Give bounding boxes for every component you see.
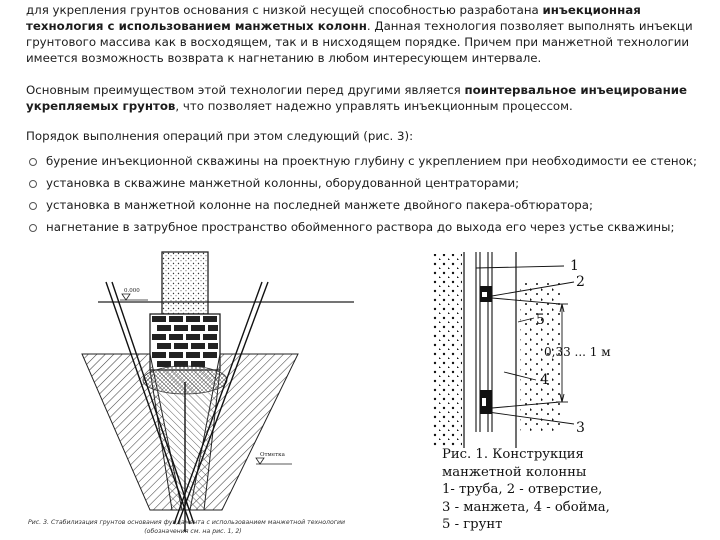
figure-3-caption-line-1: Рис. 3. Стабилизация грунтов основания фундамента с использованием манжетной технологии	[28, 519, 346, 526]
label-2: 2	[576, 274, 585, 290]
list-item	[26, 153, 718, 175]
list-item	[26, 197, 718, 219]
p1-text: для укрепления грунтов основания с низкой несущей способностью разработана	[26, 3, 543, 17]
paragraph-1-line-1	[26, 2, 716, 18]
paragraph-1-line-3: грунтового массива как в восходящем, так и в нисходящем порядке. Причем при манжетной технологии	[26, 35, 690, 49]
figure-3-caption-line-2: (обозначения см. на рис. 1, 2)	[144, 528, 242, 535]
bullet-icon	[29, 180, 37, 188]
column	[162, 252, 208, 314]
p2-bold-2: укрепляемых грунтов	[26, 99, 176, 113]
paragraph-3: Порядок выполнения операций при этом следующий (рис. 3):	[26, 129, 414, 143]
bullet-icon	[29, 224, 37, 232]
figure-1-caption-line: манжетной колонны	[442, 464, 587, 480]
list-item-text: нагнетание в затрубное пространство обойменного раствора до выхода его через устье скважины;	[46, 220, 675, 234]
list-item-text: установка в скважине манжетной колонны, оборудованной центраторами;	[46, 176, 520, 190]
brick-foundation	[150, 314, 220, 370]
label-1: 1	[570, 258, 579, 274]
p2-text: Основным преимуществом этой технологии перед другими является	[26, 83, 465, 97]
list-item-text: установка в манжетной колонне на последней манжете двойного пакера-обтюратора;	[46, 198, 593, 212]
bullet-icon	[29, 202, 37, 210]
p2-bold: поинтервальное инъецирование	[464, 83, 688, 97]
paragraph-1-line-4: имеется возможность возврата к нагнетанию в любом интересующем интервале.	[26, 51, 542, 65]
p1-bold-2: технология с использованием манжетных колонн	[26, 19, 367, 33]
level-label-bottom: Отметка	[260, 452, 285, 458]
label-4: 4	[540, 372, 549, 388]
level-marker-top	[120, 288, 148, 300]
list-item	[26, 219, 718, 241]
bullet-icon	[29, 158, 37, 166]
label-3: 3	[576, 420, 585, 436]
figure-1-caption	[442, 446, 712, 534]
label-5: 5	[536, 312, 545, 328]
paragraph-2-line-1	[26, 82, 716, 98]
bullet-list	[26, 153, 718, 241]
paragraph-2-line-2	[26, 98, 716, 114]
list-item-text: бурение инъекционной скважины на проектную глубину с укреплением при необходимости ее стенок;	[46, 154, 697, 168]
level-marker-bottom	[256, 452, 292, 464]
p1-text-2: . Данная технология позволяет выполнять инъекци	[366, 19, 693, 33]
list-item	[26, 175, 718, 197]
p2-text-2: , что позволяет надежно управлять инъекционным процессом.	[175, 99, 573, 113]
figure-1-caption-line: 1- труба, 2 - отверстие,	[442, 482, 603, 497]
figure-3-caption	[28, 518, 358, 536]
figure-1-caption-line: 3 - манжета, 4 - обойма,	[442, 499, 610, 515]
foundation-stabilization-figure	[22, 242, 354, 540]
level-label-top: 0.000	[124, 288, 140, 294]
figure-1-caption-line: Рис. 1. Конструкция	[442, 447, 584, 462]
paragraph-1-line-2	[26, 18, 716, 34]
soil-left	[432, 254, 462, 446]
sleeve-column-figure	[424, 252, 618, 448]
p1-bold: инъекционная	[542, 3, 641, 17]
dimension-label: 0,33 ... 1 м	[544, 345, 611, 359]
figure-1-caption-line: 5 - грунт	[442, 517, 503, 532]
